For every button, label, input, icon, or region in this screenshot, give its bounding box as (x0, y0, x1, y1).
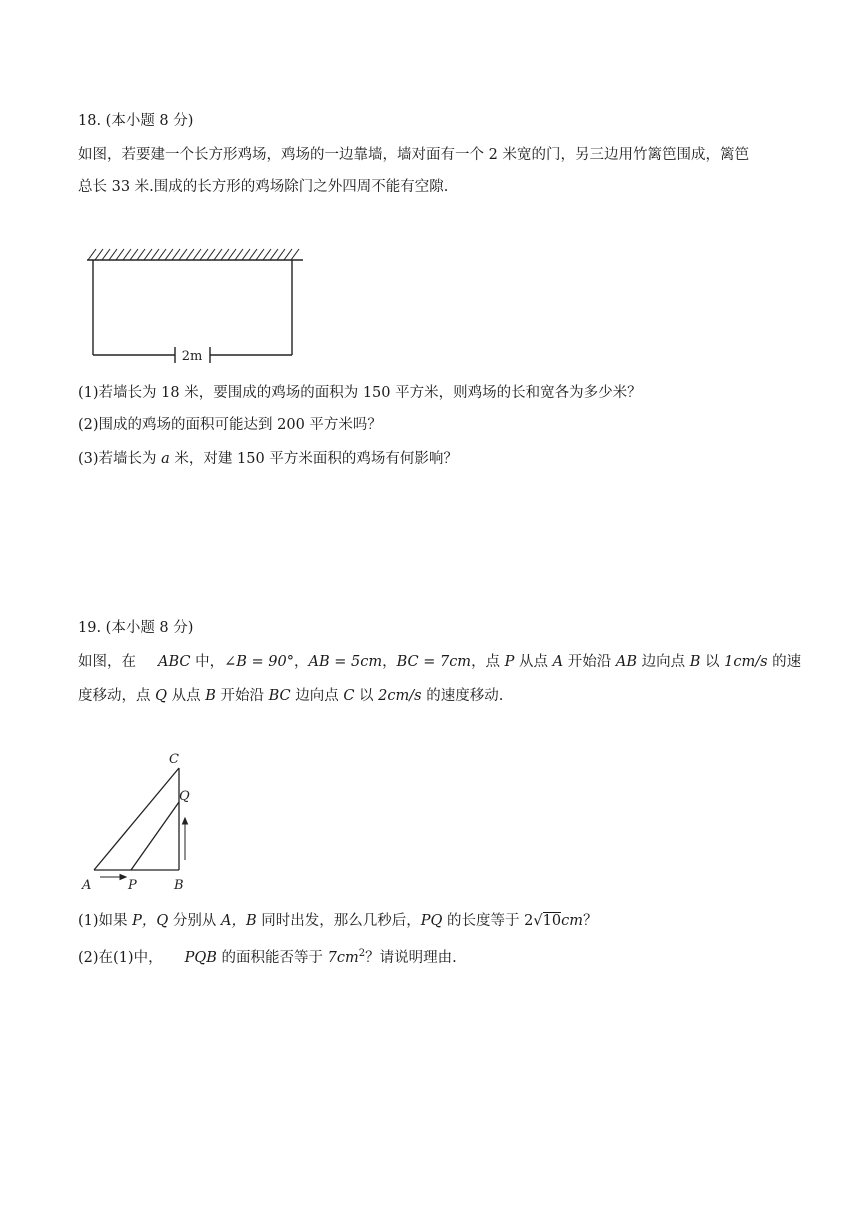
q19-s1-PQ: P，Q (132, 913, 169, 929)
q19-s1-e: ？ (582, 913, 598, 929)
q19-l1-angle: ∠B = 90° (224, 654, 294, 670)
q19-l2-C: C (343, 688, 355, 704)
q19-s1-d: 的长度等于 (442, 913, 525, 929)
q19-l2-BC: BC (268, 688, 291, 704)
q19-sub1 (78, 911, 597, 931)
q19-l2-f: 的速度移动. (421, 688, 504, 704)
q19-s1-unit: cm (561, 913, 583, 929)
q19-s2-b: 的面积能否等于 (216, 949, 328, 966)
q19-l2-b: 从点 (167, 688, 206, 704)
q19-l1-r3: 开始沿 (563, 654, 616, 670)
q18-sub3 (78, 449, 458, 469)
q18-text-line1: 如图，若要建一个长方形鸡场，鸡场的一边靠墙，墙对面有一个 2 米宽的门，另三边用竹篱笆围成，篱笆 (78, 147, 749, 163)
q19-l1-bc: BC = 7cm (396, 654, 472, 670)
fence-outline (93, 260, 292, 363)
q19-l1-r4: 边向点 (637, 654, 690, 670)
q19-s2-c: ？请说明理由. (365, 949, 457, 966)
q19-l2-Q: Q (155, 688, 167, 704)
label-A: A (82, 878, 92, 893)
label-B: B (174, 878, 184, 893)
q19-l1-speed: 1cm/s (724, 654, 768, 670)
chicken-coop-figure (84, 244, 308, 366)
q19-s1-coef: 2 (524, 913, 534, 929)
q19-l2-a: 度移动，点 (78, 688, 156, 704)
q19-s1-rad: 10 (542, 913, 562, 929)
q19-l1-tri: ABC (158, 654, 191, 670)
label-C: C (169, 752, 179, 767)
q19-s1-AB: A，B (221, 913, 257, 929)
q18-sub3-prefix: (3)若墙长为 (78, 451, 162, 467)
q19-l2-d: 边向点 (290, 688, 344, 704)
triangle-lines (94, 768, 179, 870)
door-label: 2m (181, 349, 203, 364)
q18-sub3-var: a (161, 451, 170, 467)
q19-s2-tri: PQB (184, 949, 217, 966)
triangle-figure (78, 748, 198, 894)
q19-l1-P: P (504, 654, 515, 670)
label-Q: Q (179, 789, 190, 804)
q19-s1-b: 分别从 (168, 913, 222, 929)
q19-l1-r2: 从点 (514, 654, 553, 670)
q18-header: 18. (本小题 8 分) (78, 113, 194, 129)
q19-l1-ab: AB = 5cm (308, 654, 383, 670)
q18-sub1: (1)若墙长为 18 米，要围成的鸡场的面积为 150 平方米，则鸡场的长和宽各为多少米？ (78, 385, 642, 401)
q19-s1-seg: PQ (420, 913, 443, 929)
q19-text-line2 (78, 686, 503, 706)
wall-hatching (87, 249, 303, 260)
q19-header: 19. (本小题 8 分) (78, 620, 194, 636)
q19-l1-r6: 的速 (767, 654, 802, 670)
q19-l1-mid: 中， (190, 654, 225, 670)
q19-s2-val: 7cm (327, 949, 359, 966)
sqrt-symbol: √ (533, 913, 543, 929)
q19-l1-A: A (552, 654, 564, 670)
q19-text-line1 (78, 652, 801, 672)
q19-l2-B: B (205, 688, 216, 704)
q19-l2-e: 以 (354, 688, 379, 704)
q18-text-line2: 总长 33 米.围成的长方形的鸡场除门之外四周不能有空隙. (78, 179, 449, 195)
q19-l1-AB: AB (615, 654, 637, 670)
q19-s2-sup: 2 (358, 948, 366, 959)
q19-l1-B: B (689, 654, 701, 670)
q19-l1-sep2: ， (382, 654, 397, 670)
q19-l1-prefix: 如图，在 (78, 654, 136, 670)
q19-sub2 (78, 944, 457, 968)
q19-l2-speed: 2cm/s (378, 688, 422, 704)
q19-s2-a: (2)在(1)中， (78, 949, 163, 966)
q19-l1-r5: 以 (700, 654, 725, 670)
q19-l2-c: 开始沿 (215, 688, 269, 704)
q19-l1-r1: ，点 (471, 654, 505, 670)
q18-sub3-suffix: 米，对建 150 平方米面积的鸡场有何影响？ (169, 451, 458, 467)
q19-s1-c: 同时出发，那么几秒后， (256, 913, 421, 929)
q19-s1-a: (1)如果 (78, 913, 133, 929)
q18-sub2: (2)围成的鸡场的面积可能达到 200 平方米吗？ (78, 417, 382, 433)
q19-l1-sep1: ， (293, 654, 309, 670)
label-P: P (128, 878, 137, 893)
